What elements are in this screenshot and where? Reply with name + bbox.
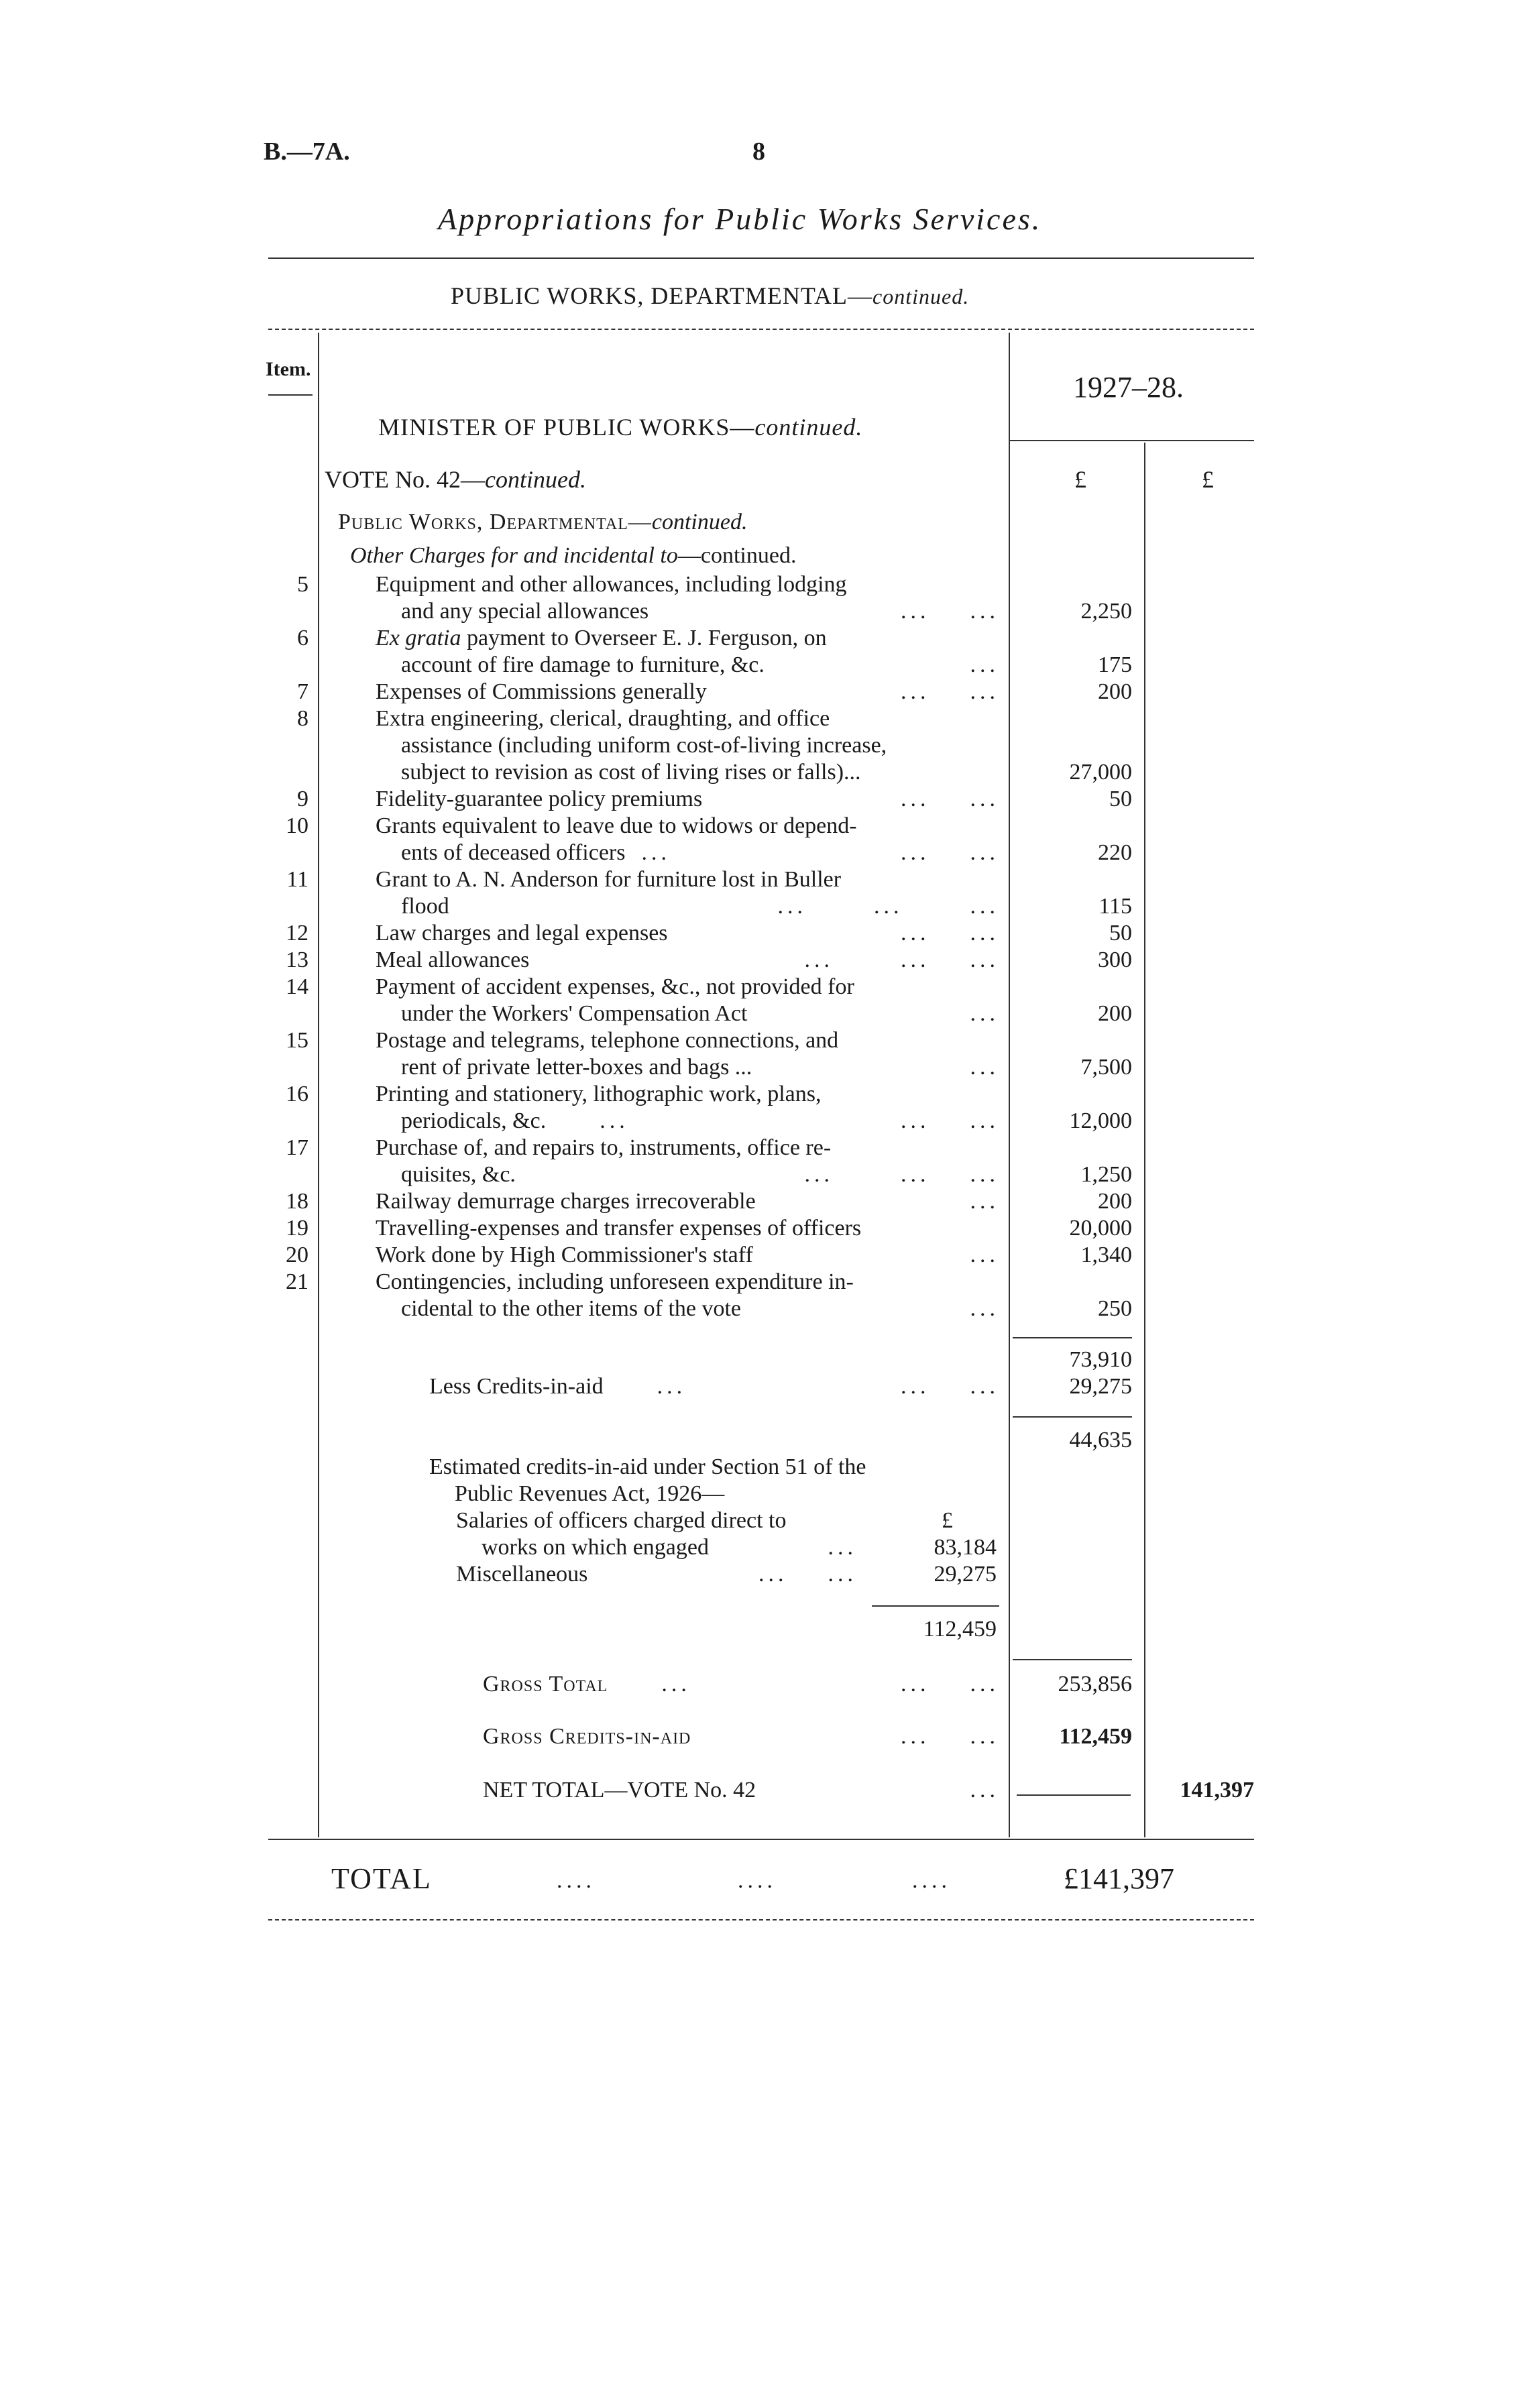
minister-heading: [378, 413, 862, 441]
item-line: Ex gratia payment to Overseer E. J. Ferguson, on: [376, 626, 827, 650]
estimated-heading-line1: Estimated credits-in-aid under Section 51 of the: [429, 1454, 866, 1479]
vote-heading: [325, 465, 586, 494]
item-description: [376, 1081, 999, 1135]
item-number: 5: [297, 572, 308, 597]
item-line: Grants equivalent to leave due to widows or depend-: [376, 813, 857, 838]
item-line: subject to revision as cost of living rises or falls)...: [401, 760, 861, 785]
item-number: 8: [297, 706, 308, 731]
gross-total-rule: [1013, 1659, 1132, 1660]
subtotal-rule: [1013, 1337, 1132, 1338]
misc-amount: 29,275: [934, 1562, 997, 1587]
item-amount: 220: [1098, 840, 1132, 865]
item-line: under the Workers' Compensation Act ...: [401, 1001, 999, 1026]
item-description: [376, 920, 999, 947]
less-credits-row: Less Credits-in-aid ... ... ...: [429, 1374, 999, 1399]
item-line: quisites, &c. ... ... ...: [401, 1162, 999, 1187]
minister-continued: continued.: [754, 414, 863, 441]
gross-credits-label: Gross Credits-in-aid: [483, 1724, 691, 1749]
item-line: account of fire damage to furniture, &c. ...: [401, 652, 999, 677]
estimated-total-amount: 112,459: [923, 1617, 997, 1642]
item-amount: 50: [1109, 787, 1132, 811]
net-after-credits-amount: 44,635: [1069, 1428, 1132, 1452]
item-line: Expenses of Commissions generally ... ...: [376, 679, 999, 704]
item-amount: 115: [1098, 894, 1132, 919]
currency-symbol-amount: £: [1074, 466, 1086, 493]
amount-column-divider: [1009, 333, 1010, 1837]
page-reference: B.—7A.: [264, 137, 350, 166]
item-line: flood ... ... ...: [401, 894, 999, 919]
grand-total-label: TOTAL: [331, 1862, 432, 1895]
subtotal-amount: 73,910: [1069, 1347, 1132, 1372]
item-description: [376, 571, 999, 625]
item-line: Railway demurrage charges irrecoverable ...: [376, 1189, 999, 1214]
other-charges-continued: —continued.: [677, 543, 797, 568]
item-line: Printing and stationery, lithographic work, plans,: [376, 1082, 822, 1106]
section-continued: continued.: [651, 510, 748, 534]
total-column-divider: [1144, 443, 1145, 1837]
item-number: 16: [286, 1082, 308, 1106]
item-description: [376, 1135, 999, 1188]
year-column-header: 1927–28.: [1073, 371, 1184, 404]
vote-continued: continued.: [484, 466, 586, 493]
subtitle-main: PUBLIC WORKS, DEPARTMENTAL—: [451, 282, 873, 309]
item-line: assistance (including uniform cost-of-living increase,: [401, 733, 887, 758]
item-description: [376, 1269, 999, 1322]
grand-leader-1: ....: [557, 1868, 596, 1893]
less-credits-label: Less Credits-in-aid: [429, 1374, 604, 1399]
minister-main: MINISTER OF PUBLIC WORKS—: [378, 414, 755, 441]
item-number: 21: [286, 1269, 308, 1294]
item-description: [376, 786, 999, 813]
item-line: Payment of accident expenses, &c., not provided for: [376, 974, 854, 999]
item-amount: 50: [1109, 921, 1132, 945]
item-line: cidental to the other items of the vote ...: [401, 1296, 999, 1321]
item-line: rent of private letter-boxes and bags ... ...: [401, 1055, 999, 1080]
item-amount: 7,500: [1080, 1055, 1132, 1080]
item-line: Contingencies, including unforeseen expenditure in-: [376, 1269, 854, 1294]
section-heading: [338, 510, 747, 535]
salaries-label-line1: Salaries of officers charged direct to: [456, 1508, 787, 1533]
item-amount: 2,250: [1080, 599, 1132, 624]
item-number: 19: [286, 1216, 308, 1241]
item-number: 12: [286, 921, 308, 945]
subtitle-continued: continued.: [872, 284, 970, 308]
item-line: Purchase of, and repairs to, instruments, office re-: [376, 1135, 832, 1160]
item-line: Extra engineering, clerical, draughting, and office: [376, 706, 830, 731]
gross-total-label: Gross Total: [483, 1672, 608, 1697]
year-header-rule: [1009, 440, 1254, 441]
item-description: [376, 866, 999, 920]
other-charges-heading: [350, 543, 796, 569]
less-credits-amount: 29,275: [1069, 1374, 1132, 1399]
item-description: [376, 679, 999, 705]
item-amount: 250: [1098, 1296, 1132, 1321]
page-title: Appropriations for Public Works Services.: [438, 202, 1042, 236]
item-amount: 200: [1098, 1001, 1132, 1026]
item-description: [376, 1242, 999, 1269]
item-amount: 20,000: [1069, 1216, 1132, 1241]
item-number: 6: [297, 626, 308, 650]
gross-total-amount: 253,856: [1058, 1672, 1132, 1697]
salaries-row: works on which engaged ...: [482, 1535, 857, 1560]
page-number: 8: [752, 137, 765, 166]
gross-total-row: Gross Total ... ... ...: [483, 1672, 999, 1697]
item-description: [376, 974, 999, 1027]
item-number: 15: [286, 1028, 308, 1053]
item-amount: 200: [1098, 679, 1132, 704]
currency-symbol-total: £: [1202, 466, 1214, 493]
table-top-rule: [268, 329, 1254, 330]
net-total-amount: 141,397: [1180, 1778, 1254, 1802]
item-description: [376, 813, 999, 866]
grand-leader-2: ....: [738, 1868, 777, 1893]
item-amount: 12,000: [1069, 1108, 1132, 1133]
net-total-row: NET TOTAL—VOTE No. 42 ...: [483, 1778, 999, 1802]
estimated-heading-line2: Public Revenues Act, 1926—: [455, 1481, 725, 1506]
salaries-label-line2: works on which engaged: [482, 1535, 709, 1560]
item-line: periodicals, &c. ... ... ...: [401, 1108, 999, 1133]
grand-leader-3: ....: [912, 1868, 951, 1893]
item-number: 10: [286, 813, 308, 838]
gross-credits-row: Gross Credits-in-aid ... ...: [483, 1724, 999, 1749]
net-total-label: NET TOTAL—VOTE No. 42: [483, 1778, 756, 1802]
item-line: Law charges and legal expenses ... ...: [376, 921, 999, 945]
item-amount: 175: [1098, 652, 1132, 677]
item-line: and any special allowances ... ...: [401, 599, 999, 624]
item-line: Fidelity-guarantee policy premiums ... ...: [376, 787, 999, 811]
net-total-dash: [1017, 1794, 1131, 1796]
item-number: 13: [286, 948, 308, 972]
item-description: [376, 1215, 999, 1242]
item-number: 18: [286, 1189, 308, 1214]
salaries-amount: 83,184: [934, 1535, 997, 1560]
item-number: 17: [286, 1135, 308, 1160]
item-number: 7: [297, 679, 308, 704]
item-amount: 1,340: [1080, 1243, 1132, 1267]
item-column-divider: [318, 333, 319, 1837]
item-amount: 300: [1098, 948, 1132, 972]
item-line: Work done by High Commissioner's staff ...: [376, 1243, 999, 1267]
item-number: 11: [286, 867, 308, 892]
section-main: Public Works, Departmental—: [338, 510, 652, 534]
title-rule: [268, 257, 1254, 259]
item-description: [376, 1188, 999, 1215]
other-charges-italic: Other Charges for and incidental to: [350, 543, 678, 568]
item-line: Grant to A. N. Anderson for furniture lost in Buller: [376, 867, 842, 892]
item-description: [376, 947, 999, 974]
gross-credits-amount: 112,459: [1059, 1724, 1132, 1749]
net-rule: [1013, 1416, 1132, 1418]
misc-row: Miscellaneous ... ...: [456, 1562, 857, 1587]
vote-main: VOTE No. 42—: [325, 466, 485, 493]
item-description: [376, 625, 999, 679]
item-number: 14: [286, 974, 308, 999]
item-amount: 27,000: [1069, 760, 1132, 785]
salaries-currency: £: [942, 1508, 953, 1533]
item-line: Postage and telegrams, telephone connections, and: [376, 1028, 839, 1053]
item-description: [376, 705, 999, 786]
item-number: 20: [286, 1243, 308, 1267]
misc-label: Miscellaneous: [456, 1562, 588, 1587]
item-header-rule: [268, 394, 313, 396]
item-number: 9: [297, 787, 308, 811]
item-amount: 1,250: [1080, 1162, 1132, 1187]
grand-total-top-rule: [268, 1839, 1254, 1840]
item-line: Travelling-expenses and transfer expenses of officers: [376, 1216, 862, 1241]
item-description: [376, 1027, 999, 1081]
section-subtitle: [451, 282, 969, 310]
item-amount: 200: [1098, 1189, 1132, 1214]
item-line: Equipment and other allowances, including lodging: [376, 572, 847, 597]
item-line: Meal allowances ... ... ...: [376, 948, 999, 972]
grand-total-amount: £141,397: [1064, 1862, 1174, 1895]
item-column-header: Item.: [266, 358, 311, 380]
estimated-total-rule: [872, 1605, 999, 1607]
grand-total-bottom-rule: [268, 1919, 1254, 1920]
item-line: ents of deceased officers ... ... ...: [401, 840, 999, 865]
